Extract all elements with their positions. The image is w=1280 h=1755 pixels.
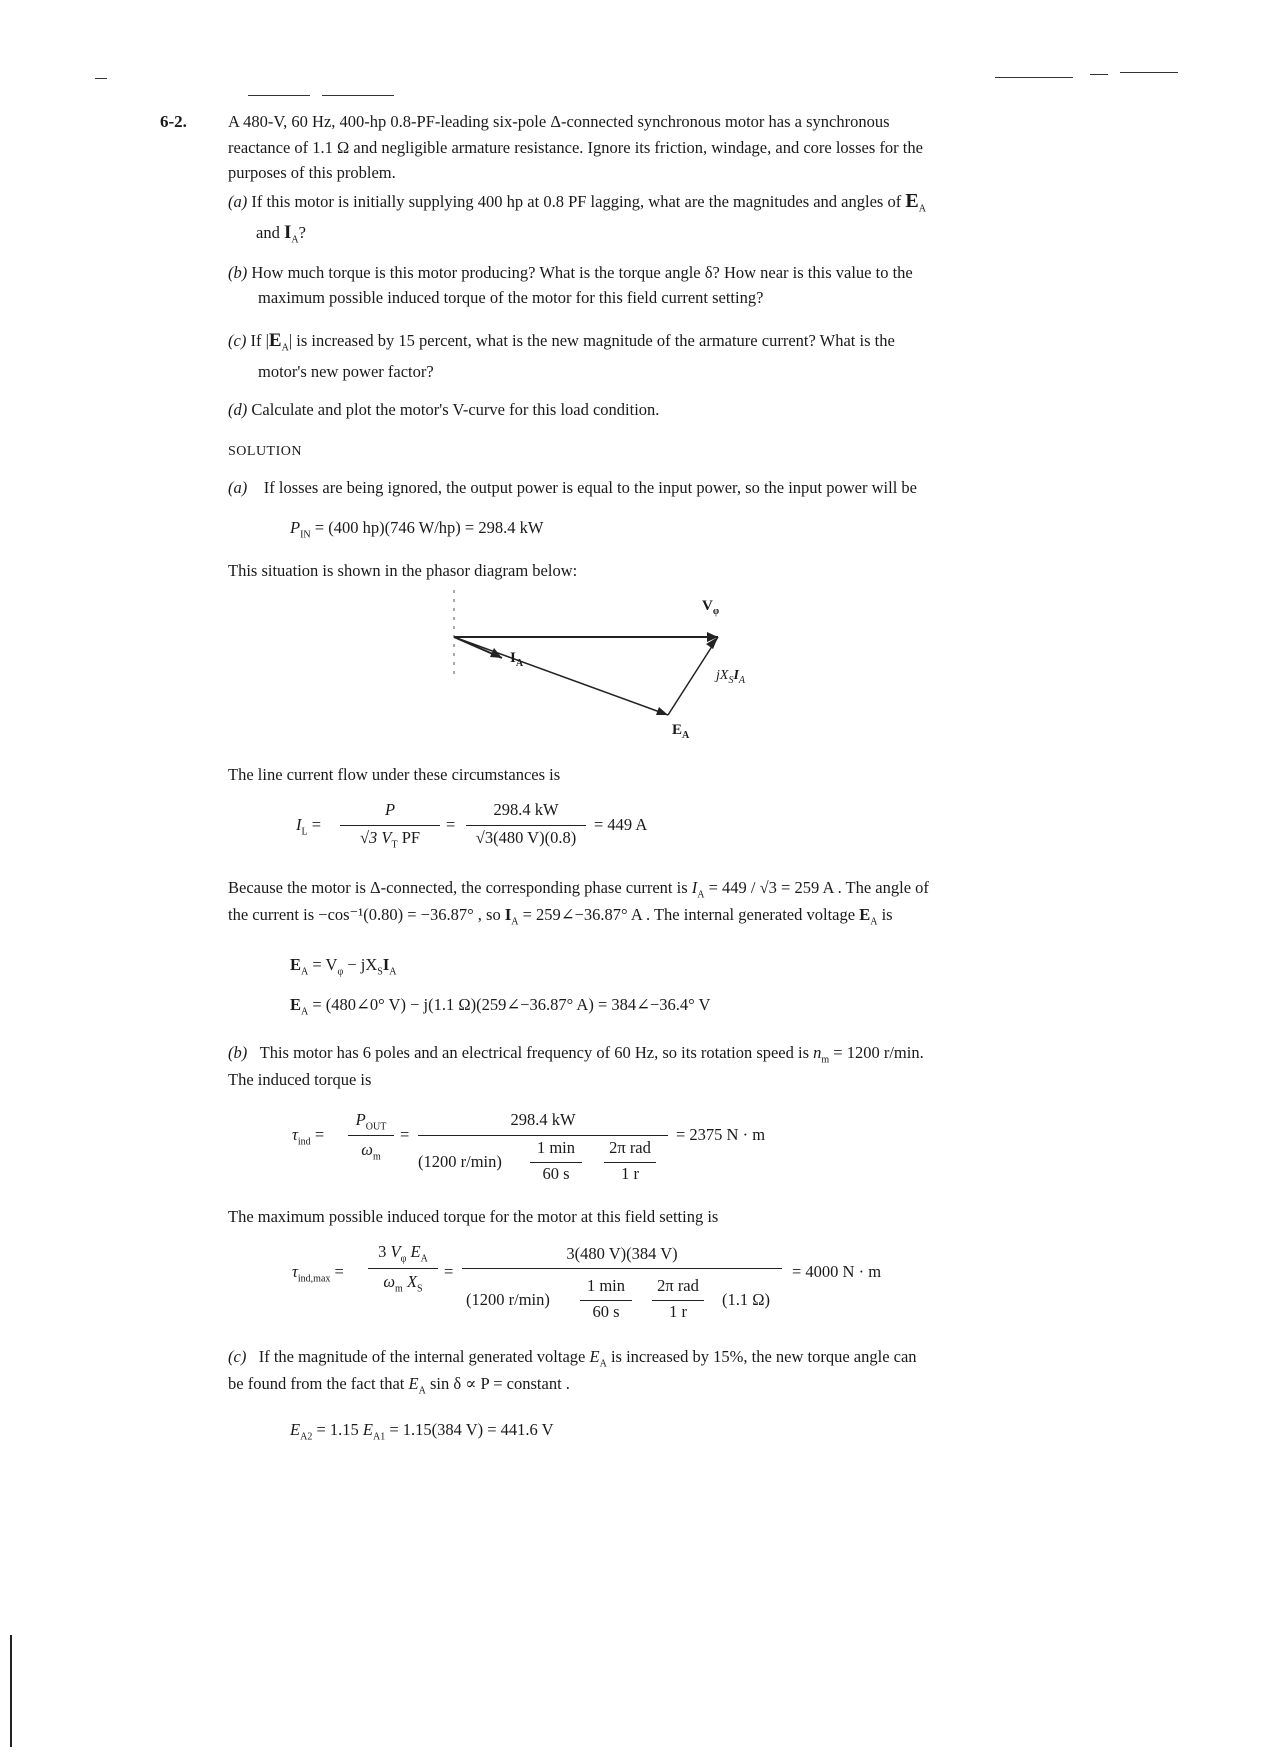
tau-result: = 2375 N · m	[676, 1125, 766, 1144]
ea2-equation: $E_{A2} = 1.15$ $E_{A1} = 1.15(384$ V) = 441.6 V	[290, 1420, 554, 1443]
line-current-intro: The line current flow under these circumstances is	[228, 765, 561, 784]
ea-equation-2: $E_A$ = (480∠0° V) − j(1.1 Ω)(259∠−36.87° A) = 384∠−36.4° V	[290, 995, 711, 1018]
sol-b-text-2: The induced torque is	[228, 1070, 372, 1089]
fraction-bar	[530, 1162, 582, 1163]
sol-a-tag: (a)	[228, 478, 248, 497]
header-rule	[95, 78, 107, 79]
problem-number: 6-2.	[160, 112, 187, 131]
statement-line-3: purposes of this problem.	[228, 163, 396, 182]
part-a-text: If this motor is initially supplying 400 hp at 0.8 PF lagging, what are the magnitudes and angles of	[251, 192, 902, 211]
jxi-phasor	[668, 637, 718, 715]
max-torque-text: The maximum possible induced torque for the motor at this field setting is	[228, 1207, 719, 1226]
equals: =	[446, 815, 456, 834]
pin-equation: $P_{IN} = (400$ hp)(746 W/hp) = 298.4 kW	[290, 518, 544, 541]
ea-phasor	[454, 637, 668, 715]
taumax-x: (1.1 Ω)	[722, 1290, 771, 1309]
header-rule	[995, 77, 1073, 78]
phasor-diagram	[440, 585, 820, 745]
taumax-min: 1 min	[586, 1276, 626, 1295]
tau-1r: 1 r	[621, 1164, 639, 1183]
label-ia: $I_A$	[510, 650, 524, 669]
il-lhs: $I_L$ =	[296, 815, 322, 838]
phase-current-text-1: Because the motor is Δ-connected, the corresponding phase current is $I_A = 449 / √3 = 259$ A . The angle of	[228, 878, 929, 901]
scan-edge-mark	[10, 1635, 12, 1747]
tau-pout: $P_{OUT}$	[355, 1110, 387, 1133]
statement-line-1: A 480-V, 60 Hz, 400-hp 0.8-PF-leading six-pole Δ-connected synchronous motor has a synchronous	[228, 112, 890, 131]
taumax-speed: (1200 r/min)	[466, 1290, 550, 1309]
header-rule	[322, 95, 394, 96]
fraction-bar	[418, 1135, 668, 1136]
tau-min: 1 min	[536, 1138, 576, 1157]
fraction-bar	[368, 1268, 438, 1269]
taumax-den: $\omega_m$ $X_S$	[383, 1272, 423, 1295]
taumax-num2: 3(480 V)(384 V)	[566, 1244, 678, 1263]
part-c-text-2: motor's new power factor?	[258, 362, 434, 381]
il-num1: P	[384, 800, 396, 819]
fraction-bar	[466, 825, 586, 826]
tau-speed: (1200 r/min)	[418, 1152, 502, 1171]
solution-heading: SOLUTION	[228, 444, 302, 459]
taumax-lhs: $\tau_{ind,max}$ =	[292, 1262, 344, 1285]
fraction-bar	[652, 1300, 704, 1301]
part-c-tag: (c)	[228, 331, 247, 350]
il-result: = 449 A	[594, 815, 648, 834]
part-c-if: If	[250, 331, 262, 350]
fraction-bar	[604, 1162, 656, 1163]
part-a-tag: (a)	[228, 192, 248, 211]
label-v-phi: $V_\varphi$	[702, 598, 720, 617]
label-ea: $E_A$	[672, 722, 690, 741]
il-den1: √3 $V_T$ PF	[359, 828, 421, 851]
header-rule	[1120, 72, 1178, 73]
part-b-text: How much torque is this motor producing? What is the torque angle δ? How near is this value to the	[251, 263, 913, 282]
part-c-text: is increased by 15 percent, what is the new magnitude of the armature current? What is the	[296, 331, 895, 350]
fraction-bar	[462, 1268, 782, 1269]
fraction-bar	[348, 1135, 394, 1136]
sol-a-text: If losses are being ignored, the output power is equal to the input power, so the input power will be	[263, 478, 917, 497]
part-d-text: Calculate and plot the motor's V-curve for this load condition.	[251, 400, 660, 419]
equals: =	[400, 1125, 410, 1144]
fraction-bar	[580, 1300, 632, 1301]
sol-c-text-1: (c) If the magnitude of the internal generated voltage $E_A$ is increased by 15%, the new torque angle can	[228, 1347, 917, 1370]
phase-current-text-2: the current is −cos⁻¹(0.80) = −36.87° , so $I_A$ = 259∠−36.87° A . The internal generated voltage $E_A$ is	[228, 905, 893, 928]
part-b-text-2: maximum possible induced torque of the motor for this field current setting?	[258, 288, 764, 307]
header-rule	[248, 95, 310, 96]
taumax-result: = 4000 N · m	[792, 1262, 882, 1281]
part-b-tag: (b)	[228, 263, 248, 282]
label-jxi: $jX_SI_A$	[716, 668, 746, 686]
il-den2: √3(480 V)(0.8)	[475, 828, 577, 847]
tau-lhs: $\tau_{ind}$ =	[292, 1125, 325, 1148]
taumax-rad: 2π rad	[657, 1276, 699, 1295]
tau-num: 298.4 kW	[510, 1110, 576, 1129]
equals: =	[444, 1262, 454, 1281]
ea-arrowhead	[656, 707, 668, 715]
sol-b-text: (b) This motor has 6 poles and an electrical frequency of 60 Hz, so its rotation speed is $n_m = 1200$ r/min.	[228, 1043, 924, 1066]
il-num2: 298.4 kW	[493, 800, 559, 819]
tau-60s: 60 s	[542, 1164, 570, 1183]
header-rule	[1090, 74, 1108, 75]
sol-c-text-2: be found from the fact that $E_A$ sin δ ∝ P = constant .	[228, 1374, 570, 1397]
ea-equation-1: $E_A = V_\varphi - jX_SI_A$	[290, 955, 397, 978]
part-d-tag: (d)	[228, 400, 248, 419]
diagram-intro: This situation is shown in the phasor diagram below:	[228, 561, 578, 580]
fraction-bar	[340, 825, 440, 826]
statement-line-2: reactance of 1.1 Ω and negligible armature resistance. Ignore its friction, windage, and core losses for the	[228, 138, 923, 157]
tau-rad: 2π rad	[609, 1138, 651, 1157]
taumax-num: 3 $V_\varphi$ $E_A$	[378, 1242, 428, 1265]
taumax-1r: 1 r	[669, 1302, 687, 1321]
part-a-text-2: and	[256, 223, 280, 242]
tau-omega: $\omega_m$	[361, 1140, 381, 1163]
taumax-60s: 60 s	[592, 1302, 620, 1321]
